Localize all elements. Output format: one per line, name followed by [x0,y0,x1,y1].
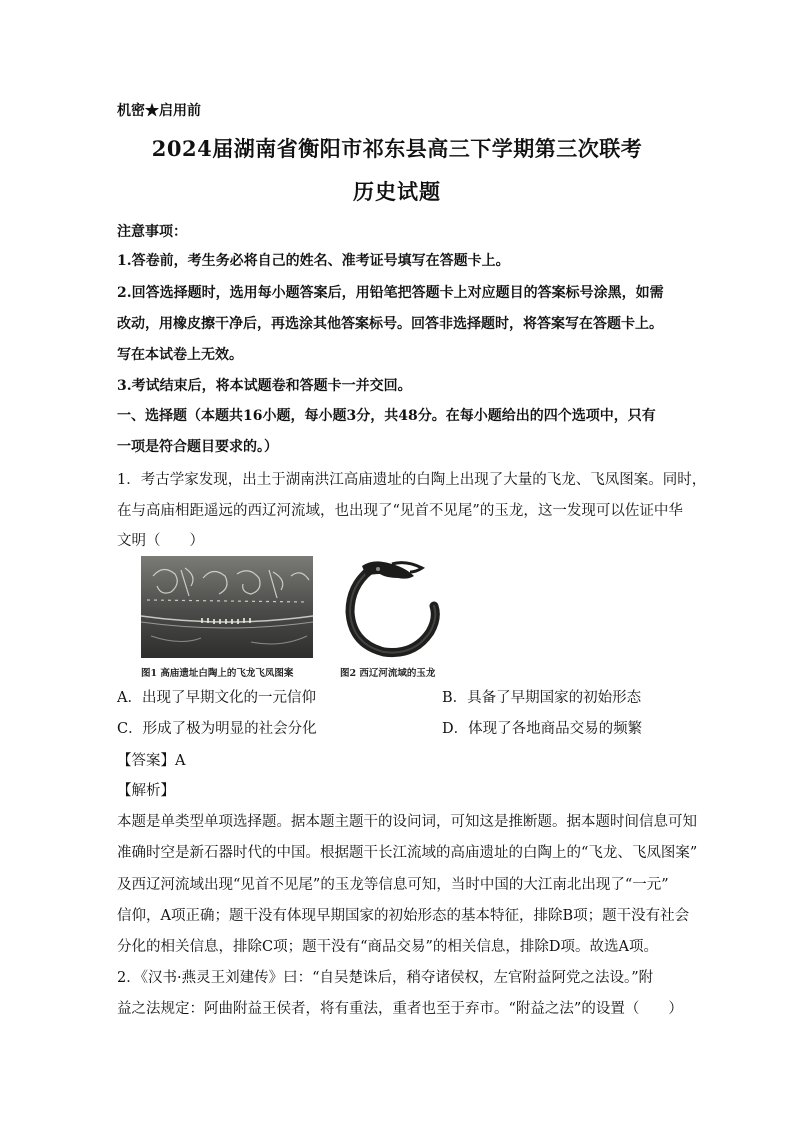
secret-label: 机密★启用前 [117,103,201,119]
jade-dragon-image [340,556,445,661]
section-heading-line-1: 一、选择题（本题共16小题，每小题3分，共48分。在每小题给出的四个选项中，只有 [117,408,656,424]
question-2-line-2: 益之法规定：阿曲附益王侯者，将有重法，重者也至于弃市。“附益之法”的设置（ ） [117,1001,683,1017]
figure-1-caption: 图1 高庙遗址白陶上的飞龙飞凤图案 [141,668,294,679]
option-b: B．具备了早期国家的初始形态 [442,690,642,706]
question-1-line-1: 1．考古学家发现，出土于湖南洪江高庙遗址的白陶上出现了大量的飞龙、飞凤图案。同时， [117,472,707,488]
analysis-line-3: 及西辽河流域出现“见首不见尾”的玉龙等信息可知，当时中国的大江南北出现了“一元” [117,877,669,893]
notice-item-2-line-3: 写在本试卷上无效。 [117,347,243,363]
analysis-line-1: 本题是单类型单项选择题。据本题主题干的设问词，可知这是推断题。据本题时间信息可知 [117,814,697,830]
analysis-line-2: 准确时空是新石器时代的中国。根据题干长江流域的高庙遗址的白陶上的“飞龙、飞凤图案” [117,845,698,861]
pottery-pattern-image [141,556,313,658]
notice-item-1: 1.答卷前，考生务必将自己的姓名、准考证号填写在答题卡上。 [117,253,510,269]
question-1-line-3: 文明（ ） [117,533,204,549]
notice-item-2-line-1: 2.回答选择题时，选用每小题答案后，用铅笔把答题卡上对应题目的答案标号涂黑，如需 [117,285,664,301]
analysis-line-4: 信仰，A项正确；题干没有体现早期国家的初始形态的基本特征，排除B项；题干没有社会 [117,908,690,924]
question-1-line-2: 在与高庙相距遥远的西辽河流域，也出现了“见首不见尾”的玉龙，这一发现可以佐证中华 [117,503,683,519]
answer-label: 【答案】A [117,753,186,769]
option-d: D．体现了各地商品交易的频繁 [442,721,643,737]
notice-item-2-line-2: 改动，用橡皮擦干净后，再选涂其他答案标号。回答非选择题时，将答案写在答题卡上。 [117,316,663,332]
question-2-line-1: 2．《汉书·燕灵王刘建传》曰：“自吴楚诛后，稍夺诸侯权，左官附益阿党之法设。”附 [117,970,654,986]
exam-title: 2024届湖南省衡阳市祁东县高三下学期第三次联考 [151,136,643,161]
section-heading-line-2: 一项是符合题目要求的。） [117,439,278,455]
option-c: C．形成了极为明显的社会分化 [117,721,317,737]
figure-2-caption: 图2 西辽河流域的玉龙 [340,668,436,679]
notice-heading: 注意事项： [117,224,187,240]
exam-subtitle: 历史试题 [353,179,441,204]
option-a: A．出现了早期文化的一元信仰 [117,690,316,706]
notice-item-3: 3.考试结束后，将本试题卷和答题卡一并交回。 [117,378,412,394]
analysis-line-5: 分化的相关信息，排除C项；题干没有“商品交易”的相关信息，排除D项。故选A项。 [117,939,659,955]
analysis-label: 【解析】 [117,783,175,799]
